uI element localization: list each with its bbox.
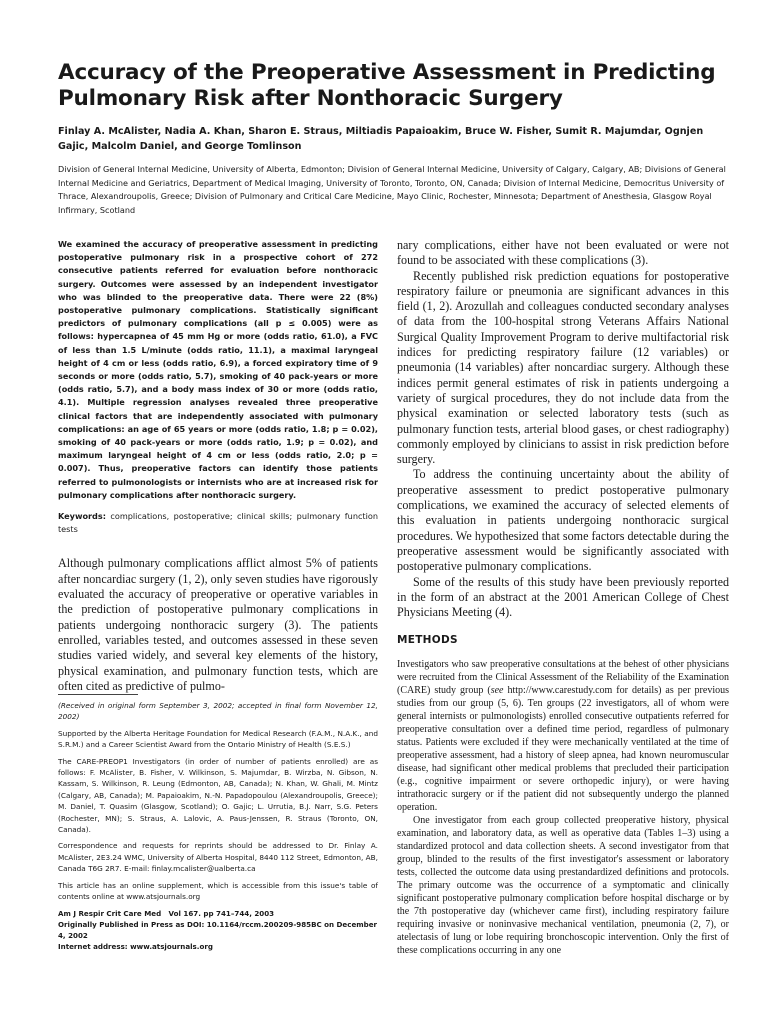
investigators-note: The CARE-PREOP1 Investigators (in order of number of patients enrolled) are as follows: F. McAlister, B. Fisher, V. Wilkinson, S. Majumdar, B. Wirzba, N. Gibson, N. Kassam, S. Wilkinson, R. Leung (Edmonton, AB, Canada); N. Khan, W. Ghali, M. Mintz (Calgary, AB, Canada); M. Papaioakim, N.-N. Papadopoulou (Alexandroupolis, Greece); M. Daniel, T. Quasim (Glasgow, Scotland); O. Gajic; L. Urrutia, B.J. Narr, S.G. Peters (Rochester, MN); S. Straus, A. Lalovic, A. Paus-Jenssen, R. Straus (Toronto, ON, Canada). [58,756,378,835]
abstract: We examined the accuracy of preoperative assessment in predicting postoperative pulmonary risk in a prospective cohort of 272 consecutive patients referred for evaluation before nonthoracic surgery. Outcomes were assessed by an independent investigator who was blinded to the preoperative data. There were 22 (8%) postoperative pulmonary complications. Statistically significant predictors of pulmonary complications (all p ≤ 0.005) were as follows: hypercapnea of 45 mm Hg or more (odds ratio, 61.0), a FVC of less than 1.5 L/minute (odds ratio, 11.1), a maximal laryngeal height of 4 cm or less (odds ratio, 6.9), a forced expiratory time of 9 seconds or more (odds ratio, 5.7), smoking of 40 pack-years or more (odds ratio, 5.7), and a body mass index of 30 or more (odds ratio, 4.1). Multiple regression analyses revealed three preoperative clinical factors that are independently associated with pulmonary complications: an age of 65 years or more (odds ratio, 1.8; p = 0.02), smoking of 40 pack-years or more (odds ratio, 1.9; p = 0.02), and maximum laryngeal height of 4 cm or less (odds ratio, 2.0; p = 0.007). Thus, preoperative factors can identify those patients referred to pulmonologists or internists who are at increased risk for pulmonary complications after nonthoracic surgery. [58,239,378,500]
internet-address: Internet address: www.atsjournals.org [58,941,213,951]
correspondence-note: Correspondence and requests for reprints should be addressed to Dr. Finlay A. McAlister, 2E3.24 WMC, University of Alberta Hospital, 8440 112 Street, Edmonton, AB, Canada T6G 2R7. E-mail: finlay.mcalister@ualberta.ca [58,841,378,874]
affiliations: Division of General Internal Medicine, University of Alberta, Edmonton; Division of General Internal Medicine, University of Calgary, Calgary, AB; Divisions of General Internal Medicine and Geriatrics, Department of Medical Imaging, University of Toronto, Toronto, ON, Canada; Division of Internal Medicine, Democritus University of Thrace, Alexandroupolis, Greece; Division of Pulmonary and Critical Care Medicine, Mayo Clinic, Rochester, Minnesota; Department of Anesthesia, Glasgow Royal Infirmary, Scotland [58,164,726,215]
intro-paragraph-1: Although pulmonary complications afflict almost 5% of patients after noncardiac surgery (1, 2), only seven studies have rigorously evaluated the accuracy of preoperative or operative variables in the prediction of postoperative pulmonary complications in patients undergoing nonthoracic surgery (3). The patients enrolled, variables tested, and outcomes assessed in these seven studies varied widely, and several key elements of the history, physical examination, and pulmonary function tests, which are often cited as predictive of pulmo- [58,556,378,693]
right-column [397,238,729,957]
methods-paragraph-1 [397,658,729,814]
keywords-label: Keywords: [58,511,106,522]
left-column [58,238,378,694]
intro-paragraph-4: Some of the results of this study have been previously reported in the form of an abstract at the 2001 American College of Chest Physicians Meeting (4). [397,574,729,620]
author-list: Finlay A. McAlister, Nadia A. Khan, Sharon E. Straus, Miltiadis Papaioakim, Bruce W. Fisher, Sumit R. Majumdar, Ognjen Gajic, Malcolm Daniel, and George Tomlinson [58,126,704,152]
methods-p1-see: see [490,685,504,697]
received-note [58,700,378,723]
keywords-text: complications, postoperative; clinical skills; pulmonary function tests [58,511,378,535]
article-title: Accuracy of the Preoperative Assessment in Predicting Pulmonary Risk after Nonthoracic Surgery [58,60,716,111]
methods-paragraph-2: One investigator from each group collected preoperative history, physical examination, and laboratory data, as well as operative data (Tables 1–3) using a standardized protocol and data collection sheets. A second investigator from that group, blinded to the results of the first investigator's assessment or laboratory tests, collected the outcome data using prestandardized definitions and protocols. The primary outcome was the occurrence of a symptomatic and clinically significant postoperative pulmonary complication before hospital discharge or by the 7th postoperative day (whichever came first), including respiratory failure requiring invasive or noninvasive mechanical ventilation, pneumonia (2, 7), or atelectasis of lung or lobe requiring bronchoscopic intervention. Only the first of these complications occurring in any one [397,815,729,957]
supplement-note: This article has an online supplement, which is accessible from this issue's table of contents online at www.atsjournals.org [58,880,378,902]
keywords [58,510,378,536]
doi-line: Originally Published in Press as DOI: 10.1164/rccm.200209-985BC on December 4, 2002 [58,919,378,940]
methods-heading: METHODS [397,634,458,647]
received-text: (Received in original form September 3, 2002; accepted in final form November 12, 2002) [58,701,378,722]
support-note: Supported by the Alberta Heritage Foundation for Medical Research (F.A.M., N.A.K., and S.R.M.) and a Career Scientist Award from the Ontario Ministry of Health (S.E.S.) [58,728,378,750]
journal-citation: Am J Respir Crit Care Med Vol 167. pp 741–744, 2003 [58,908,275,918]
footnotes [58,694,378,952]
intro-paragraph-1-continued: nary complications, either have not been evaluated or were not found to be associated with these complications (3). [397,238,729,268]
footnote-rule [58,694,138,695]
methods-p1-b: http://www.carestudy.com for details) as per previous studies from our group (5, 6). Ten groups (22 investigators, all of whom were general internists or pulmonologists) enrolled consecutive outpatients referred for preoperative consultation over a defined time period, regardless of pulmonary status. Patients were excluded if they were mechanically ventilated at the time of preoperative assessment, had a history of sleep apnea, had known neuromuscular disease, had significant other medical problems that precluded their participation (e.g., cognitive impairment or severe orthopedic injury), or were having intrathoracic surgery or if the patient did not subsequently undergo the planned operation. [397,685,729,814]
intro-paragraph-2: Recently published risk prediction equations for postoperative respiratory failure or pneumonia are significant advances in this field (1, 2). Arozullah and colleagues conducted secondary analyses of data from the 100-hospital strong Veterans Affairs National Surgical Quality Improvement Program to derive multifactorial risk indices for predicting respiratory failure (12 variables) or pneumonia (14 variables) after noncardiac surgery. Although these indices permit general estimates of risk in patients undergoing a variety of surgical procedures, they do not include data from the physical examination or selected laboratory tests (such as pulmonary function tests, arterial blood gases, or chest radiography) commonly employed by clinicians to assist in risk prediction before surgery. [397,268,729,467]
methods-p1-a: Investigators who saw preoperative consultations at the behest of other physicians were recruited from the Clinical Assessment of the Reliability of the Examination (CARE) study group ( [397,659,729,697]
intro-paragraph-3: To address the continuing uncertainty about the ability of preoperative assessment to predict postoperative pulmonary complications, we examined the accuracy of selected elements of this evaluation in patients undergoing nonthoracic surgical procedures. We hypothesized that some factors detectable during the preoperative assessment would be significantly associated with postoperative pulmonary complications. [397,467,729,574]
